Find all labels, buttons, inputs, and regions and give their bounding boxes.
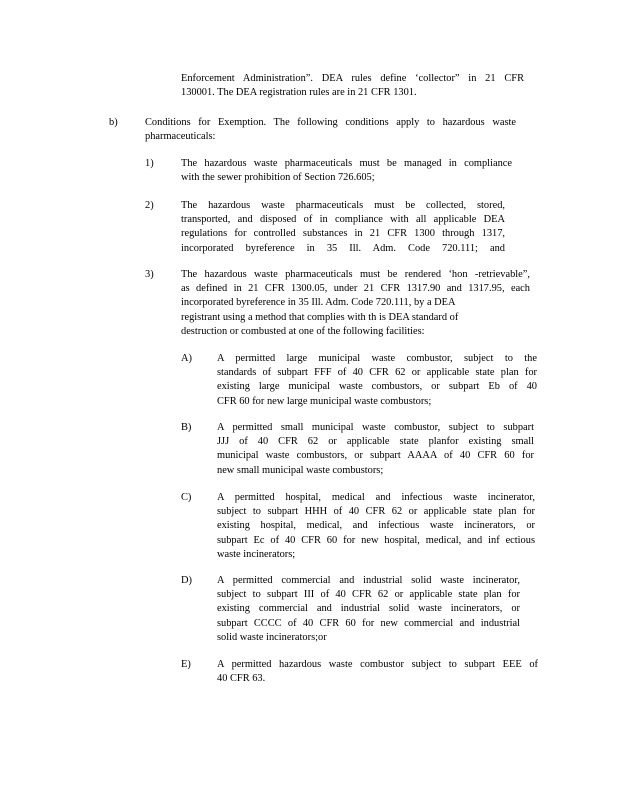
text-line: Enforcement Administration”. DEA rules define ‘collector” in 21 CFR <box>181 73 524 84</box>
text-line: solid waste incinerators;or <box>217 631 327 643</box>
text-line: 40 CFR 63. <box>217 673 266 685</box>
text-line: The hazardous waste pharmaceuticals must be managed in compliance <box>181 158 512 169</box>
text-line: subject to subpart III of 40 CFR 62 or applicable state plan for <box>217 589 520 601</box>
text-line: incorporated byreference in 35 Ill. Adm. Code 720.111, by a DEA <box>181 297 456 309</box>
subitem-e-paragraph <box>217 658 538 686</box>
item-label: 3) <box>145 269 154 280</box>
text-line: 130001. The DEA registration rules are in 21 CFR 1301. <box>181 87 417 99</box>
subitem-label: E) <box>181 659 191 670</box>
text-line: subpart Ec of 40 CFR 60 for new hospital, medical, and inf ectious <box>217 534 535 546</box>
text-line: with the sewer prohibition of Section 726.605; <box>181 172 375 184</box>
text-line: JJJ of 40 CFR 62 or applicable state planfor existing small <box>217 436 534 448</box>
subitem-d-paragraph <box>217 574 520 645</box>
text-line: The hazardous waste pharmaceuticals must be rendered ‘hon -retrievable”, <box>181 269 530 280</box>
subitem-label: A) <box>181 353 192 364</box>
text-line: A permitted hospital, medical and infectious waste incinerator, <box>217 492 535 503</box>
text-line: existing commercial and industrial solid waste incinerators, or <box>217 603 520 615</box>
text-line: pharmaceuticals: <box>145 131 216 143</box>
item-label: 2) <box>145 200 154 211</box>
text-line: existing hospital, medical, and infectious waste incinerators, or <box>217 520 535 532</box>
text-line: A permitted small municipal waste combustor, subject to subpart <box>217 422 534 433</box>
subitem-label: C) <box>181 492 192 503</box>
text-line: The hazardous waste pharmaceuticals must be collected, stored, <box>181 200 505 211</box>
text-line: municipal waste combustors, or subpart AAAA of 40 CFR 60 for <box>217 450 534 462</box>
subitem-c-paragraph <box>217 491 535 562</box>
text-line: Conditions for Exemption. The following conditions apply to hazardous waste <box>145 117 516 128</box>
item-3-paragraph <box>181 268 530 339</box>
text-line: destruction or combusted at one of the following facilities: <box>181 325 425 337</box>
text-line: standards of subpart FFF of 40 CFR 62 or applicable state plan for <box>217 367 537 379</box>
subitem-label: B) <box>181 422 192 433</box>
item-1-paragraph <box>181 157 512 185</box>
text-line: CFR 60 for new large municipal waste combustors; <box>217 395 432 407</box>
item-2-paragraph <box>181 199 505 256</box>
text-line: waste incinerators; <box>217 548 296 560</box>
section-b-paragraph <box>145 116 516 144</box>
text-line: incorporated byreference in 35 Ill. Adm. Code 720.111; and <box>181 242 505 254</box>
intro-paragraph <box>181 72 524 100</box>
text-line: existing large municipal waste combustors, or subpart Eb of 40 <box>217 381 537 393</box>
section-label: b) <box>109 117 118 128</box>
text-line: as defined in 21 CFR 1300.05, under 21 CFR 1317.90 and 1317.95, each <box>181 283 530 295</box>
text-line: A permitted commercial and industrial solid waste incinerator, <box>217 575 520 586</box>
text-line: registrant using a method that complies with th is DEA standard of <box>181 311 459 323</box>
subitem-b-paragraph <box>217 421 534 478</box>
item-label: 1) <box>145 158 154 169</box>
subitem-a-paragraph <box>217 352 537 409</box>
text-line: subject to subpart HHH of 40 CFR 62 or applicable state plan for <box>217 506 535 518</box>
text-line: A permitted hazardous waste combustor subject to subpart EEE of <box>217 659 538 670</box>
text-line: regulations for controlled substances in 21 CFR 1300 through 1317, <box>181 228 505 240</box>
subitem-label: D) <box>181 575 192 586</box>
text-line: subpart CCCC of 40 CFR 60 for new commercial and industrial <box>217 617 520 629</box>
text-line: A permitted large municipal waste combustor, subject to the <box>217 353 537 364</box>
text-line: transported, and disposed of in compliance with all applicable DEA <box>181 214 505 226</box>
text-line: new small municipal waste combustors; <box>217 464 384 476</box>
